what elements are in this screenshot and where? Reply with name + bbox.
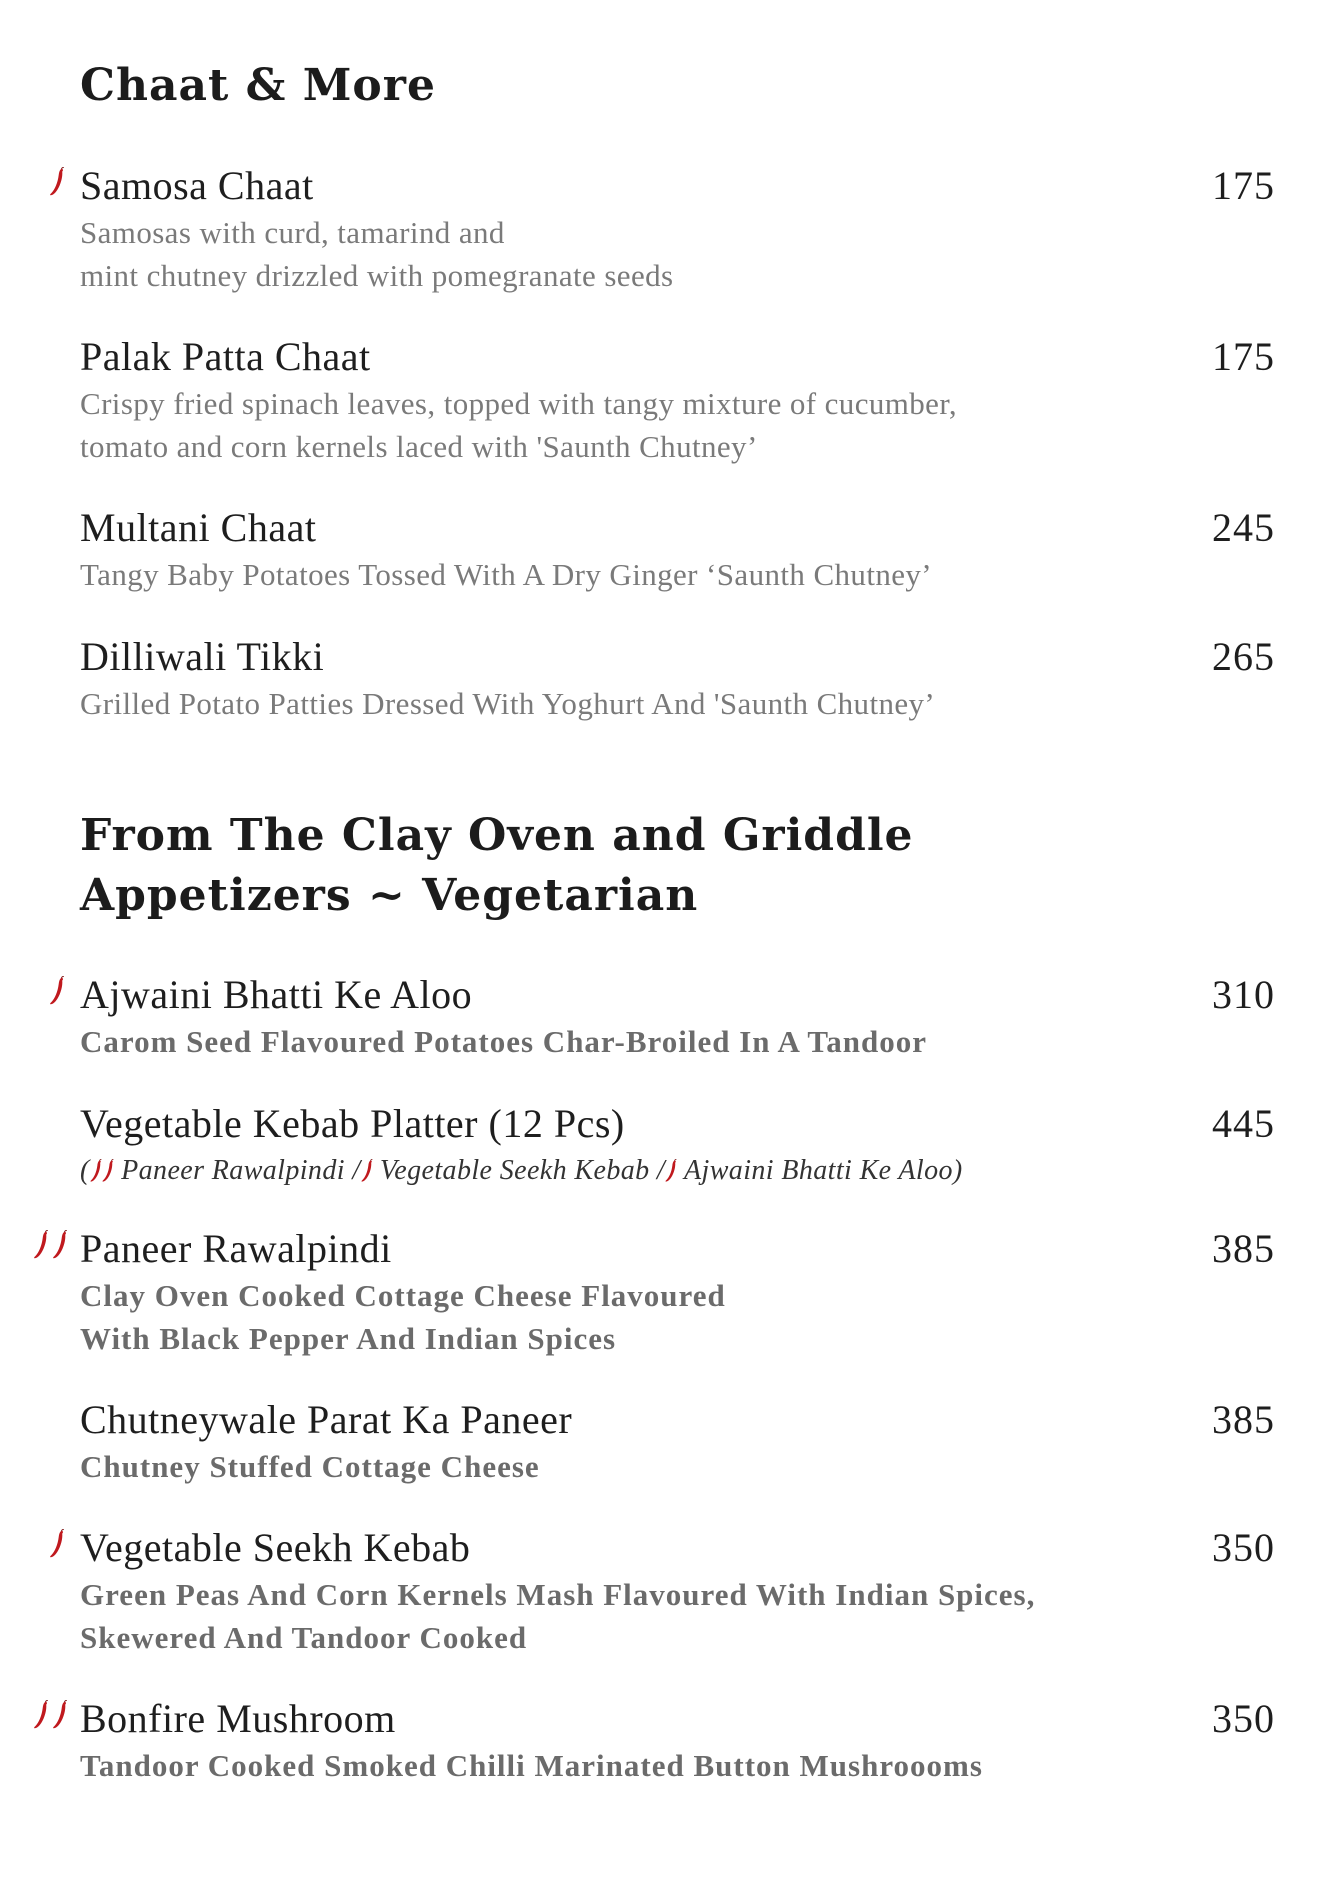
menu-item-palak-patta-chaat bbox=[80, 334, 1275, 468]
platter-item-paneer-rawalpindi: Paneer Rawalpindi / bbox=[121, 1155, 361, 1186]
platter-contents bbox=[80, 1149, 1275, 1196]
menu-item-chutneywale-paneer bbox=[80, 1397, 1275, 1488]
menu-item-bonfire-mushroom bbox=[80, 1696, 1275, 1787]
item-description: Carom Seed Flavoured Potatoes Char-Broiled In A Tandoor bbox=[80, 1024, 927, 1059]
item-description: Samosas with curd, tamarind and bbox=[80, 215, 505, 250]
item-price: 265 bbox=[1212, 634, 1275, 679]
item-price: 175 bbox=[1212, 334, 1275, 379]
spice-indicator bbox=[32, 1230, 69, 1260]
menu-item-samosa-chaat bbox=[80, 163, 1275, 297]
menu-item-veg-seekh-kebab bbox=[80, 1525, 1275, 1659]
platter-open: ( bbox=[80, 1155, 90, 1186]
menu-item-paneer-rawalpindi bbox=[80, 1226, 1275, 1360]
chili-icon bbox=[32, 1230, 50, 1260]
item-description: Chutney Stuffed Cottage Cheese bbox=[80, 1449, 540, 1484]
item-name: Vegetable Kebab Platter (12 Pcs) bbox=[80, 1101, 625, 1146]
spice-indicator bbox=[48, 167, 66, 197]
chili-icon bbox=[665, 1153, 677, 1196]
menu-item-veg-kebab-platter bbox=[80, 1101, 1275, 1196]
item-price: 245 bbox=[1212, 505, 1275, 550]
chili-icon bbox=[51, 1700, 69, 1730]
platter-item-veg-seekh-kebab: Vegetable Seekh Kebab / bbox=[379, 1155, 666, 1186]
item-price: 310 bbox=[1212, 972, 1275, 1017]
item-description: Grilled Potato Patties Dressed With Yoghurt And 'Saunth Chutney’ bbox=[80, 686, 936, 721]
chili-icon bbox=[32, 1700, 50, 1730]
chili-icon bbox=[48, 1529, 66, 1559]
item-description: Clay Oven Cooked Cottage Cheese Flavoured bbox=[80, 1278, 726, 1313]
chili-icon bbox=[90, 1153, 102, 1196]
item-name: Samosa Chaat bbox=[80, 163, 314, 208]
item-name: Dilliwali Tikki bbox=[80, 634, 325, 679]
item-price: 445 bbox=[1212, 1101, 1275, 1146]
spice-indicator bbox=[32, 1700, 69, 1730]
menu-item-ajwaini-bhatti bbox=[80, 972, 1275, 1063]
item-name: Multani Chaat bbox=[80, 505, 317, 550]
item-name: Bonfire Mushroom bbox=[80, 1696, 396, 1741]
item-price: 385 bbox=[1212, 1226, 1275, 1271]
section-subtitle-vegetarian: Appetizers ~ Vegetarian bbox=[80, 870, 699, 921]
chili-icon bbox=[361, 1153, 373, 1196]
section-title-chaat: Chaat & More bbox=[80, 60, 436, 111]
item-name: Ajwaini Bhatti Ke Aloo bbox=[80, 972, 473, 1017]
chili-icon bbox=[48, 167, 66, 197]
spice-indicator bbox=[48, 1529, 66, 1559]
item-description: Green Peas And Corn Kernels Mash Flavoured With Indian Spices, bbox=[80, 1577, 1036, 1612]
item-name: Vegetable Seekh Kebab bbox=[80, 1525, 471, 1570]
platter-item-ajwaini-bhatti: Ajwaini Bhatti Ke Aloo) bbox=[684, 1155, 963, 1186]
section-title-clay-oven: From The Clay Oven and Griddle bbox=[80, 810, 914, 861]
item-price: 175 bbox=[1212, 163, 1275, 208]
item-name: Palak Patta Chaat bbox=[80, 334, 371, 379]
item-price: 350 bbox=[1212, 1696, 1275, 1741]
item-description: tomato and corn kernels laced with 'Saunth Chutney’ bbox=[80, 429, 758, 464]
spice-indicator bbox=[48, 976, 66, 1006]
chili-icon bbox=[48, 976, 66, 1006]
item-name: Paneer Rawalpindi bbox=[80, 1226, 392, 1271]
item-description: Tangy Baby Potatoes Tossed With A Dry Ginger ‘Saunth Chutney’ bbox=[80, 557, 933, 592]
chili-icon bbox=[51, 1230, 69, 1260]
item-description: Skewered And Tandoor Cooked bbox=[80, 1620, 528, 1655]
item-price: 385 bbox=[1212, 1397, 1275, 1442]
item-description: mint chutney drizzled with pomegranate seeds bbox=[80, 258, 674, 293]
menu-item-multani-chaat bbox=[80, 505, 1275, 596]
menu-item-dilliwali-tikki bbox=[80, 634, 1275, 725]
chili-icon bbox=[102, 1153, 114, 1196]
item-price: 350 bbox=[1212, 1525, 1275, 1570]
item-description: Crispy fried spinach leaves, topped with tangy mixture of cucumber, bbox=[80, 386, 957, 421]
item-description: Tandoor Cooked Smoked Chilli Marinated Button Mushroooms bbox=[80, 1748, 983, 1783]
item-name: Chutneywale Parat Ka Paneer bbox=[80, 1397, 573, 1442]
item-description: With Black Pepper And Indian Spices bbox=[80, 1321, 617, 1356]
